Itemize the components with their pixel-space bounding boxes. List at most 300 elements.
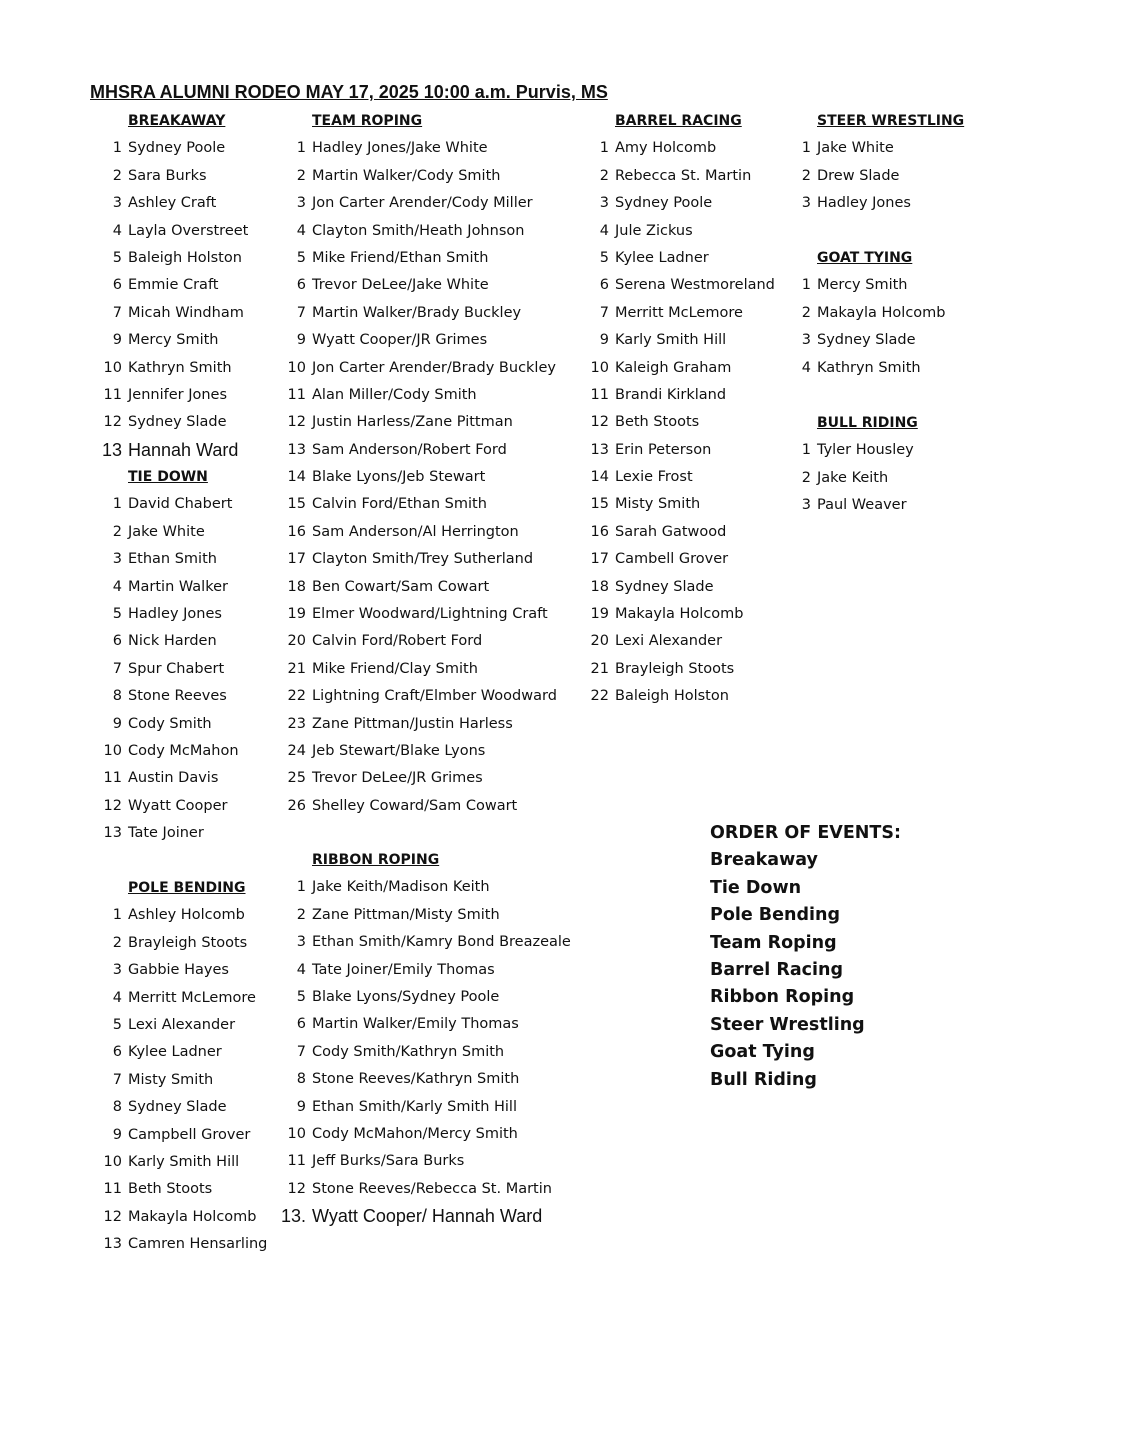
order-event-item: Pole Bending [710, 905, 840, 926]
entry-row [280, 163, 557, 190]
entry-name: Nick Harden [128, 633, 217, 650]
team-roping-section [280, 108, 557, 820]
entry-row [96, 656, 239, 683]
entry-row [583, 135, 775, 162]
entry-name: Martin Walker [128, 578, 228, 595]
entry-name: Calvin Ford/Ethan Smith [312, 496, 487, 513]
entry-row [96, 1067, 267, 1094]
entry-number: 19 [287, 606, 306, 623]
entry-name: Layla Overstreet [128, 222, 249, 239]
entry-number: 2 [112, 934, 122, 951]
entry-number: 22 [590, 688, 609, 705]
entry-name: Sydney Slade [817, 332, 916, 349]
entry-row [96, 628, 239, 655]
entry-row [280, 738, 557, 765]
entry-number: 16 [590, 523, 609, 540]
entry-number: 6 [112, 277, 122, 294]
entry-row [583, 491, 775, 518]
entry-name: Hadley Jones/Jake White [312, 140, 488, 157]
entry-row [96, 382, 248, 409]
entry-name: Spur Chabert [128, 660, 225, 677]
entry-row [280, 382, 557, 409]
entry-row [280, 1039, 571, 1066]
entry-row [583, 218, 775, 245]
ribbon-roping-heading: RIBBON ROPING [312, 852, 440, 868]
entry-number: 17 [590, 551, 609, 568]
entry-number: 13 [103, 825, 122, 842]
entry-row [96, 930, 267, 957]
entry-number: 12 [287, 414, 306, 431]
entry-number: 7 [112, 660, 122, 677]
entry-number: 21 [287, 660, 306, 677]
entry-row [583, 163, 775, 190]
breakaway-heading: BREAKAWAY [128, 113, 226, 129]
entry-name: Ben Cowart/Sam Cowart [312, 578, 490, 595]
entry-row [280, 957, 571, 984]
entry-number: 8 [112, 1099, 122, 1116]
entry-row [96, 793, 239, 820]
order-event-item: Breakaway [710, 850, 818, 871]
steer-wrestling-section [793, 108, 964, 218]
entry-name: Sydney Slade [128, 414, 227, 431]
entry-number: 1 [112, 907, 122, 924]
entry-name: Jule Zickus [615, 222, 693, 239]
entry-row [280, 546, 557, 573]
steer-wrestling-heading: STEER WRESTLING [817, 113, 965, 129]
entry-name: Blake Lyons/Sydney Poole [312, 988, 500, 1005]
entry-row [280, 1203, 571, 1230]
goat-tying-section [793, 245, 946, 382]
entry-name: Beth Stoots [128, 1181, 213, 1198]
entry-number: 5 [599, 249, 609, 266]
entry-number: 5 [296, 249, 306, 266]
entry-row [96, 711, 239, 738]
entry-name: Sydney Poole [128, 140, 226, 157]
entry-number: 26 [287, 797, 306, 814]
entry-name: Hadley Jones [817, 195, 911, 212]
entry-number: 1 [296, 879, 306, 896]
entry-name: Hadley Jones [128, 605, 222, 622]
entry-row [96, 190, 248, 217]
entry-number: 7 [296, 1043, 306, 1060]
entry-row [96, 601, 239, 628]
entry-number: 6 [112, 633, 122, 650]
entry-number: 2 [112, 167, 122, 184]
entry-row [793, 492, 918, 519]
entry-row [280, 245, 557, 272]
entry-row [793, 300, 946, 327]
entry-row [280, 683, 557, 710]
entry-name: Erin Peterson [615, 441, 712, 458]
entry-row [96, 519, 239, 546]
entry-name: Ashley Craft [128, 195, 217, 212]
entry-number: 3 [801, 332, 811, 349]
entry-number: 23 [287, 715, 306, 732]
entry-row [280, 409, 557, 436]
entry-name: Jake White [128, 523, 205, 540]
entry-number: 13 [287, 441, 306, 458]
entry-row [96, 1231, 267, 1258]
entry-number: 2 [599, 167, 609, 184]
entry-row [280, 929, 571, 956]
entry-number: 9 [112, 332, 122, 349]
entry-name: Makayla Holcomb [615, 606, 744, 623]
entry-name: Ethan Smith [128, 551, 217, 568]
entry-row [583, 683, 775, 710]
entry-number: 15 [287, 496, 306, 513]
entry-row [96, 491, 239, 518]
entry-row [280, 874, 571, 901]
entry-number: 3 [296, 934, 306, 951]
entry-row [280, 601, 557, 628]
entry-number: 3 [112, 962, 122, 979]
entry-row [793, 437, 918, 464]
entry-row [280, 491, 557, 518]
entry-number: 3 [801, 195, 811, 212]
entry-row [96, 820, 239, 847]
entry-name: Justin Harless/Zane Pittman [312, 414, 513, 431]
entry-row [96, 902, 267, 929]
entry-number: 24 [287, 742, 306, 759]
entry-row [96, 738, 239, 765]
entry-number: 8 [296, 1071, 306, 1088]
tie-down-heading: TIE DOWN [128, 469, 208, 485]
entry-number: 8 [112, 688, 122, 705]
entry-row [280, 355, 557, 382]
bull-riding-section [793, 410, 918, 520]
entry-name: Cody McMahon/Mercy Smith [312, 1125, 518, 1142]
entry-row [96, 765, 239, 792]
entry-row [280, 272, 557, 299]
entry-number: 11 [103, 386, 122, 403]
entry-name: Beth Stoots [615, 414, 700, 431]
entry-row [96, 218, 248, 245]
entry-name: Lexi Alexander [128, 1016, 236, 1033]
entry-number: 5 [112, 249, 122, 266]
entry-row [96, 135, 248, 162]
entry-row [96, 1094, 267, 1121]
entry-row [583, 382, 775, 409]
entry-row [583, 327, 775, 354]
entry-name: Brayleigh Stoots [128, 934, 248, 951]
entry-row [280, 574, 557, 601]
entry-row [793, 163, 964, 190]
entry-row [280, 218, 557, 245]
entry-number: 2 [801, 469, 811, 486]
entry-name: Martin Walker/Cody Smith [312, 167, 501, 184]
entry-name: Stone Reeves/Kathryn Smith [312, 1071, 520, 1088]
entry-number: 20 [590, 633, 609, 650]
entry-number: 6 [296, 277, 306, 294]
entry-name: Lexi Alexander [615, 633, 723, 650]
entry-name: Sam Anderson/Robert Ford [312, 441, 507, 458]
entry-number: 1 [599, 140, 609, 157]
entry-row [96, 985, 267, 1012]
pole-bending-heading: POLE BENDING [128, 880, 246, 896]
entry-row [793, 135, 964, 162]
order-of-events-list [710, 847, 901, 1094]
entry-name: Rebecca St. Martin [615, 167, 752, 184]
entry-number: 4 [296, 961, 306, 978]
entry-row [96, 1176, 267, 1203]
entry-row [96, 957, 267, 984]
entry-number: 4 [599, 222, 609, 239]
entry-number: 17 [287, 551, 306, 568]
entry-row [280, 519, 557, 546]
entry-name: Martin Walker/Emily Thomas [312, 1016, 519, 1033]
entry-name: Sydney Slade [128, 1099, 227, 1116]
entry-name: Misty Smith [128, 1071, 214, 1088]
order-event-item: Bull Riding [710, 1069, 817, 1090]
entry-name: Merritt McLemore [128, 989, 256, 1006]
entry-number: 10 [590, 359, 609, 376]
entry-number: 4 [296, 222, 306, 239]
entry-row [583, 355, 775, 382]
entry-row [280, 1094, 571, 1121]
entry-name: Stone Reeves/Rebecca St. Martin [312, 1180, 552, 1197]
entry-number: 16 [287, 523, 306, 540]
entry-number: 10 [287, 359, 306, 376]
entry-row [583, 628, 775, 655]
entry-row [96, 574, 239, 601]
entry-name: Jon Carter Arender/Brady Buckley [312, 359, 556, 376]
entry-row [583, 519, 775, 546]
entry-row [280, 656, 557, 683]
entry-row [583, 601, 775, 628]
entry-name: Ethan Smith/Kamry Bond Breazeale [312, 934, 571, 951]
entry-name: Cody Smith [128, 715, 212, 732]
entry-row [280, 765, 557, 792]
entry-row [583, 437, 775, 464]
entry-name: Sara Burks [128, 167, 207, 184]
entry-number: 3 [599, 195, 609, 212]
entry-row [280, 711, 557, 738]
entry-row [583, 272, 775, 299]
barrel-racing-section [583, 108, 775, 711]
entry-name: Tyler Housley [817, 442, 914, 459]
entry-name: Mike Friend/Ethan Smith [312, 249, 489, 266]
entry-number: 6 [296, 1016, 306, 1033]
entry-name: Blake Lyons/Jeb Stewart [312, 469, 486, 486]
entry-row [793, 355, 946, 382]
entry-name: Jake Keith [817, 469, 889, 486]
entry-number: 7 [112, 1071, 122, 1088]
entry-number: 12 [590, 414, 609, 431]
entry-name: Tate Joiner/Emily Thomas [312, 961, 495, 978]
entry-name: Jeff Burks/Sara Burks [312, 1153, 465, 1170]
entry-number: 1 [801, 277, 811, 294]
entry-row [583, 546, 775, 573]
entry-number: 4 [112, 222, 122, 239]
entry-row [280, 300, 557, 327]
pole-bending-section [96, 875, 267, 1258]
entry-number: 9 [599, 332, 609, 349]
entry-number: 13 [101, 439, 122, 460]
entry-name: Lexie Frost [615, 469, 693, 486]
entry-row [280, 1011, 571, 1038]
entry-name: Gabbie Hayes [128, 962, 229, 979]
entry-name: Calvin Ford/Robert Ford [312, 633, 483, 650]
entry-row [96, 163, 248, 190]
entry-name: Mercy Smith [128, 332, 219, 349]
entry-number: 18 [287, 578, 306, 595]
entry-number: 3 [112, 195, 122, 212]
entry-row [96, 355, 248, 382]
page-title: MHSRA ALUMNI RODEO MAY 17, 2025 10:00 a.m. Purvis, MS [90, 82, 608, 102]
entry-row [280, 793, 557, 820]
entry-name: Tate Joiner [128, 825, 204, 842]
entry-number: 12 [103, 1208, 122, 1225]
entry-number: 20 [287, 633, 306, 650]
entry-name: Martin Walker/Brady Buckley [312, 304, 522, 321]
entry-row [96, 245, 248, 272]
entry-number: 15 [590, 496, 609, 513]
entry-name: Emmie Craft [128, 277, 219, 294]
entry-number: 1 [112, 140, 122, 157]
entry-number: 12 [103, 797, 122, 814]
entry-number: 9 [296, 332, 306, 349]
entry-name: Misty Smith [615, 496, 701, 513]
entry-row [583, 245, 775, 272]
entry-name: Brayleigh Stoots [615, 660, 735, 677]
entry-number: 7 [599, 304, 609, 321]
order-event-item: Steer Wrestling [710, 1014, 865, 1035]
entry-name: Mercy Smith [817, 277, 908, 294]
entry-number: 10 [103, 1153, 122, 1170]
entry-number: 10 [103, 359, 122, 376]
entry-number: 12 [103, 414, 122, 431]
entry-name: Makayla Holcomb [817, 304, 946, 321]
entry-row [96, 437, 248, 464]
entry-name: Wyatt Cooper [128, 797, 228, 814]
entry-number: 5 [296, 988, 306, 1005]
entry-number: 7 [112, 304, 122, 321]
entry-row [583, 574, 775, 601]
entry-number: 18 [590, 578, 609, 595]
entry-number: 19 [590, 606, 609, 623]
entry-row [96, 683, 239, 710]
entry-number: 11 [103, 770, 122, 787]
entry-number: 6 [112, 1044, 122, 1061]
entry-name: Ashley Holcomb [128, 907, 245, 924]
entry-name: Sarah Gatwood [615, 523, 727, 540]
entry-name: Jake Keith/Madison Keith [312, 879, 490, 896]
entry-row [96, 1012, 267, 1039]
entry-row [583, 190, 775, 217]
entry-number: 1 [296, 140, 306, 157]
entry-row [793, 465, 918, 492]
entry-number: 9 [296, 1098, 306, 1115]
entry-name: Lightning Craft/Elmber Woodward [312, 688, 557, 705]
entry-row [583, 409, 775, 436]
entry-name: Sydney Poole [615, 195, 713, 212]
entry-row [280, 464, 557, 491]
entry-number: 4 [801, 359, 811, 376]
order-event-item: Goat Tying [710, 1042, 815, 1063]
entry-number: 1 [801, 442, 811, 459]
entry-name: Serena Westmoreland [615, 277, 775, 294]
entry-name: Elmer Woodward/Lightning Craft [312, 606, 548, 623]
goat-tying-heading: GOAT TYING [817, 250, 913, 266]
entry-name: Stone Reeves [128, 688, 227, 705]
entry-name: Zane Pittman/Misty Smith [312, 906, 500, 923]
entry-row [793, 327, 946, 354]
entry-number: 10 [287, 1125, 306, 1142]
breakaway-section [96, 108, 248, 464]
entry-row [280, 984, 571, 1011]
entry-row [96, 1149, 267, 1176]
entry-name: Camren Hensarling [128, 1236, 268, 1253]
entry-name: Cody McMahon [128, 742, 239, 759]
entry-name: Kaleigh Graham [615, 359, 732, 376]
entry-name: Merritt McLemore [615, 304, 743, 321]
entry-name: Hannah Ward [128, 439, 239, 460]
order-event-item: Team Roping [710, 932, 837, 953]
entry-name: Wyatt Cooper/ Hannah Ward [312, 1206, 543, 1227]
entry-row [280, 327, 557, 354]
entry-row [583, 300, 775, 327]
entry-name: Sam Anderson/Al Herrington [312, 523, 519, 540]
entry-name: Drew Slade [817, 167, 900, 184]
entry-number: 2 [112, 523, 122, 540]
entry-row [793, 272, 946, 299]
entry-name: Zane Pittman/Justin Harless [312, 715, 513, 732]
entry-row [583, 656, 775, 683]
entry-number: 13 [590, 441, 609, 458]
entry-name: Karly Smith Hill [615, 332, 727, 349]
entry-row [583, 464, 775, 491]
entry-row [96, 546, 239, 573]
entry-number: 11 [590, 386, 609, 403]
entry-row [280, 1148, 571, 1175]
entry-name: Mike Friend/Clay Smith [312, 660, 478, 677]
entry-name: Jake White [817, 140, 894, 157]
entry-row [793, 190, 964, 217]
entry-name: Alan Miller/Cody Smith [312, 386, 477, 403]
entry-number: 25 [287, 770, 306, 787]
entry-row [280, 1066, 571, 1093]
entry-number: 2 [296, 167, 306, 184]
entry-name: Brandi Kirkland [615, 386, 727, 403]
entry-number: 1 [112, 496, 122, 513]
entry-row [280, 437, 557, 464]
entry-name: Jon Carter Arender/Cody Miller [312, 195, 533, 212]
order-of-events-heading: ORDER OF EVENTS: [710, 823, 901, 843]
entry-row [280, 902, 571, 929]
entry-number: 5 [112, 605, 122, 622]
entry-number: 11 [103, 1181, 122, 1198]
entry-number: 5 [112, 1016, 122, 1033]
entry-name: Clayton Smith/Trey Sutherland [312, 551, 534, 568]
entry-number: 2 [296, 906, 306, 923]
entry-number: 6 [599, 277, 609, 294]
entry-number: 7 [296, 304, 306, 321]
entry-number: 9 [112, 715, 122, 732]
barrel-racing-heading: BARREL RACING [615, 113, 742, 129]
entry-row [96, 1204, 267, 1231]
entry-name: Baleigh Holston [128, 249, 242, 266]
entry-name: Ethan Smith/Karly Smith Hill [312, 1098, 517, 1115]
entry-number: 9 [112, 1126, 122, 1143]
entry-name: Kathryn Smith [128, 359, 232, 376]
team-roping-heading: TEAM ROPING [312, 113, 423, 129]
ribbon-roping-section [280, 847, 571, 1230]
entry-row [280, 1121, 571, 1148]
entry-number: 4 [112, 578, 122, 595]
entry-row [280, 135, 557, 162]
entry-row [280, 1176, 571, 1203]
entry-number: 22 [287, 688, 306, 705]
